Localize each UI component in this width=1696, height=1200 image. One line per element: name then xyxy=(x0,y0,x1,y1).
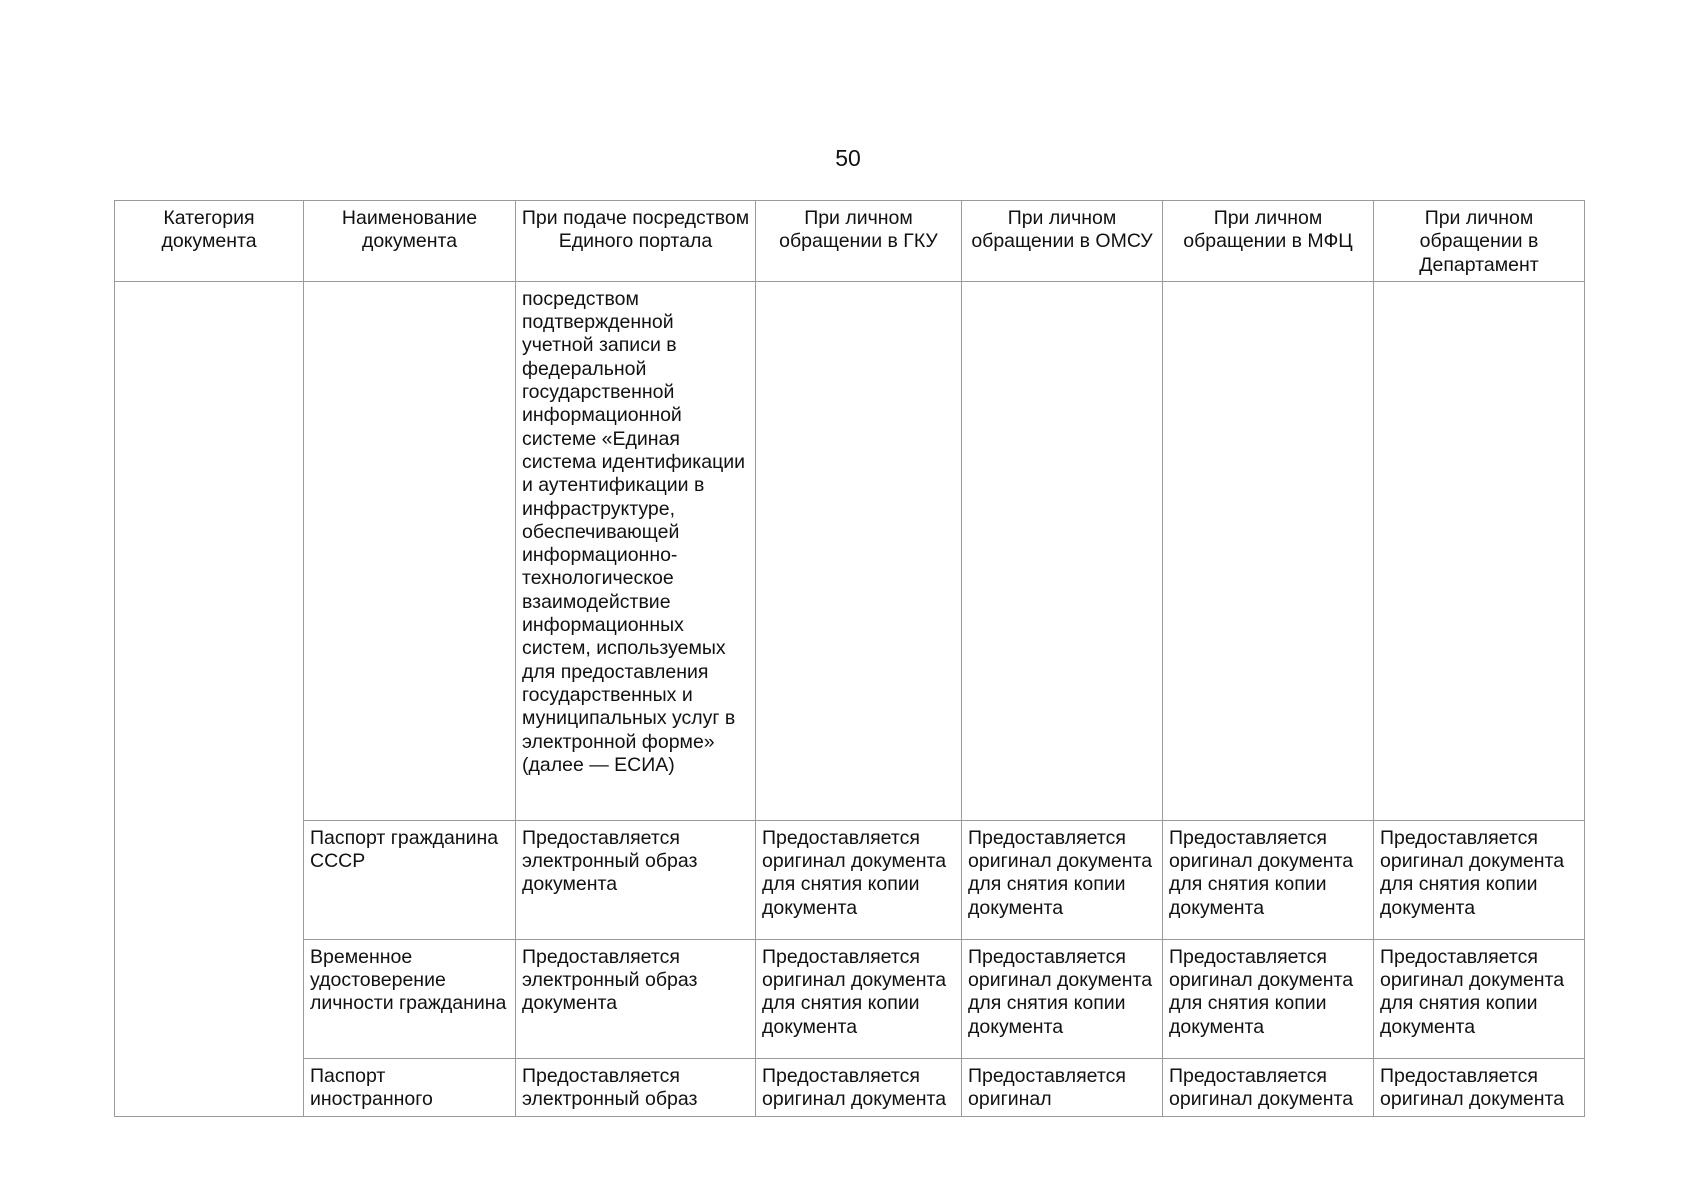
department-cell xyxy=(1374,1058,1585,1116)
table-row xyxy=(115,281,1585,820)
category-cell xyxy=(115,281,304,1116)
mfc-text: Предоставляется оригинал документа xyxy=(1169,1064,1354,1111)
table-row xyxy=(115,1058,1585,1116)
mfc-cell: Предоставляется оригинал документа для снятия копии документа xyxy=(1163,820,1374,939)
document-name-cell xyxy=(304,281,516,820)
department-text: Предоставляется оригинал документа xyxy=(1380,1064,1565,1111)
gku-text: Предоставляется оригинал документа xyxy=(762,1064,947,1111)
omsu-cell xyxy=(962,1058,1163,1116)
header-category: Категория документа xyxy=(115,201,304,282)
page-number: 50 xyxy=(835,145,861,171)
portal-cell: Предоставляется электронный образ документа xyxy=(516,939,756,1058)
department-cell: Предоставляется оригинал документа для снятия копии документа xyxy=(1374,820,1585,939)
portal-cell xyxy=(516,1058,756,1116)
header-department: При личном обращении в Департамент xyxy=(1374,201,1585,282)
department-cell: Предоставляется оригинал документа для снятия копии документа xyxy=(1374,939,1585,1058)
document-name-cell: Временное удостоверение личности гражданина xyxy=(304,939,516,1058)
header-document-name: Наименование документа xyxy=(304,201,516,282)
gku-cell: Предоставляется оригинал документа для снятия копии документа xyxy=(756,939,962,1058)
omsu-cell: Предоставляется оригинал документа для снятия копии документа xyxy=(962,820,1163,939)
department-cell xyxy=(1374,281,1585,820)
mfc-cell xyxy=(1163,1058,1374,1116)
table-row xyxy=(115,820,1585,939)
gku-cell: Предоставляется оригинал документа для снятия копии документа xyxy=(756,820,962,939)
mfc-cell: Предоставляется оригинал документа для снятия копии документа xyxy=(1163,939,1374,1058)
documents-table xyxy=(114,200,1585,1117)
omsu-cell xyxy=(962,281,1163,820)
table-header-row xyxy=(115,201,1585,282)
header-portal: При подаче посредством Единого портала xyxy=(516,201,756,282)
mfc-cell xyxy=(1163,281,1374,820)
portal-text: Предоставляется электронный образ xyxy=(522,1064,698,1111)
header-mfc: При личном обращении в МФЦ xyxy=(1163,201,1374,282)
header-omsu: При личном обращении в ОМСУ xyxy=(962,201,1163,282)
document-name-cell: Паспорт гражданина СССР xyxy=(304,820,516,939)
document-name-text: Паспорт иностранного xyxy=(310,1064,433,1111)
table-row xyxy=(115,939,1585,1058)
gku-cell xyxy=(756,1058,962,1116)
omsu-text: Предоставляется оригинал xyxy=(968,1064,1126,1111)
portal-cell: Предоставляется электронный образ документа xyxy=(516,820,756,939)
portal-cell: посредством подтвержденной учетной записи в федеральной государственной информационной системе «Единая система идентификации и аутентификации в инфраструктуре, обеспечивающей информационно-технологическое взаимодействие информационных систем, используемых для предоставления государственных и муниципальных услуг в электронной форме» (далее — ЕСИА) xyxy=(516,281,756,820)
omsu-cell: Предоставляется оригинал документа для снятия копии документа xyxy=(962,939,1163,1058)
gku-cell xyxy=(756,281,962,820)
header-gku: При личном обращении в ГКУ xyxy=(756,201,962,282)
document-name-cell xyxy=(304,1058,516,1116)
